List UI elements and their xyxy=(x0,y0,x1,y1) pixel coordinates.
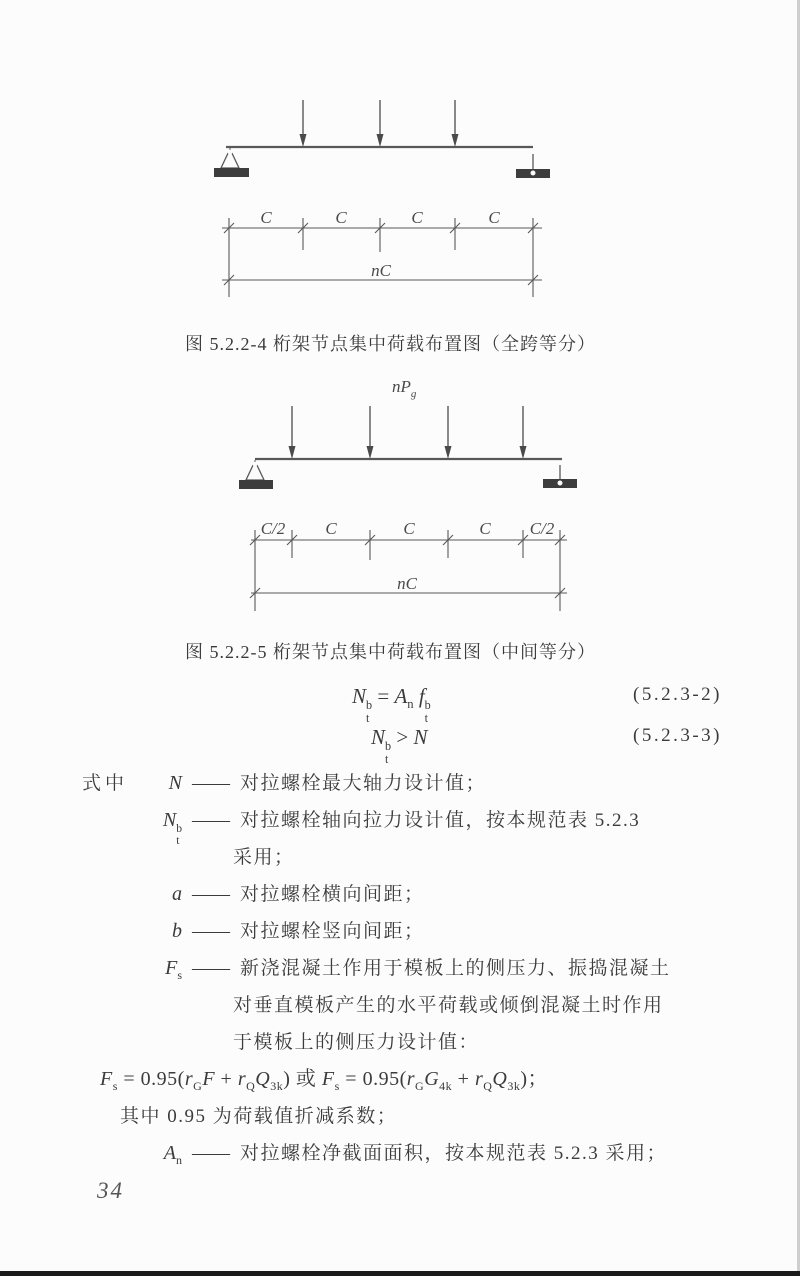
dim-label: C xyxy=(479,519,491,538)
definition-symbol: a xyxy=(172,883,182,905)
definition-symbol: N b t xyxy=(162,809,182,847)
definition-symbol: N xyxy=(168,772,182,794)
definition-row xyxy=(0,765,745,802)
dim-label: C xyxy=(403,519,415,538)
definition-dash: —— xyxy=(192,958,230,979)
definition-continuation: 对垂直模板产生的水平荷载或倾倒混凝土时作用 xyxy=(233,995,664,1016)
definition-continuation: 采用； xyxy=(233,847,295,868)
symbol-definitions xyxy=(0,765,745,1172)
roller-support-icon xyxy=(543,461,577,489)
dimension-line xyxy=(222,218,542,297)
definition-symbol: $F_s$ xyxy=(165,957,182,982)
definition-symbol: $A_n$ xyxy=(163,1142,182,1167)
dim-label: C xyxy=(325,519,337,538)
side-pressure-formula: $F_s = 0.95(r_GF + r_QQ_{3k})$ 或 $F_s = 0.95(r_GG_{4k} + r_QQ_{3k})$； xyxy=(100,1068,549,1093)
definition-row xyxy=(0,1024,745,1061)
scan-bottom-edge xyxy=(0,1271,800,1276)
definition-row xyxy=(0,839,745,876)
equation-5-2-3-3: N b t > N xyxy=(371,725,428,766)
pinned-support-icon xyxy=(214,149,249,177)
definition-text: 对拉螺栓净截面面积，按本规范表 5.2.3 采用； xyxy=(240,1143,668,1164)
dim-label: C/2 xyxy=(529,519,555,538)
definition-text: 对拉螺栓竖向间距； xyxy=(240,921,425,942)
reduction-factor-note: 其中 0.95 为荷载值折减系数； xyxy=(120,1106,398,1127)
total-load-label: $nP_g$ xyxy=(392,377,417,400)
roller-support-icon xyxy=(516,150,550,179)
figure-5-2-2-5-diagram xyxy=(180,368,620,620)
definition-row xyxy=(0,950,745,987)
definition-row xyxy=(0,1061,745,1098)
total-span-label: nC xyxy=(397,574,417,593)
definition-row xyxy=(0,1135,745,1172)
definition-text: 对拉螺栓横向间距； xyxy=(240,884,425,905)
equation-number: (5.2.3-3) xyxy=(633,725,722,746)
dim-label: C xyxy=(335,208,347,227)
figure-5-2-2-4-diagram xyxy=(180,92,600,307)
equation-number: (5.2.3-2) xyxy=(633,684,722,705)
definition-continuation: 于模板上的侧压力设计值： xyxy=(233,1032,480,1053)
definition-row xyxy=(0,1098,745,1135)
definition-symbol: b xyxy=(172,920,182,942)
definition-lead: 式中 xyxy=(82,773,129,794)
definition-dash: —— xyxy=(192,1143,230,1164)
dimension-line xyxy=(250,530,567,611)
pinned-support-icon xyxy=(239,461,273,489)
definition-row xyxy=(0,802,745,847)
total-span-label: nC xyxy=(371,261,391,280)
definition-dash: —— xyxy=(192,884,230,905)
dim-label: C xyxy=(488,208,500,227)
definition-text: 新浇混凝土作用于模板上的侧压力、振捣混凝土 xyxy=(240,958,671,979)
definition-row xyxy=(0,913,745,950)
definition-text: 对拉螺栓最大轴力设计值； xyxy=(240,773,487,794)
page-number: 34 xyxy=(97,1178,124,1203)
figure-5-2-2-4-caption: 图 5.2.2-4 桁架节点集中荷载布置图（全跨等分） xyxy=(185,334,596,354)
definition-row xyxy=(0,876,745,913)
definition-dash: —— xyxy=(192,921,230,942)
dim-label: C xyxy=(411,208,423,227)
figure-5-2-2-5-caption: 图 5.2.2-5 桁架节点集中荷载布置图（中间等分） xyxy=(185,642,596,662)
definition-text: 对拉螺栓轴向拉力设计值，按本规范表 5.2.3 xyxy=(240,810,641,831)
equation-5-2-3-2: N b t = $A_n$ f b t xyxy=(352,684,431,725)
definition-dash: —— xyxy=(192,810,230,831)
load-arrow-icon xyxy=(300,100,459,147)
load-arrow-icon xyxy=(289,406,527,459)
definition-dash: —— xyxy=(192,773,230,794)
dim-label: C/2 xyxy=(260,519,286,538)
dim-label: C xyxy=(260,208,272,227)
definition-row xyxy=(0,987,745,1024)
